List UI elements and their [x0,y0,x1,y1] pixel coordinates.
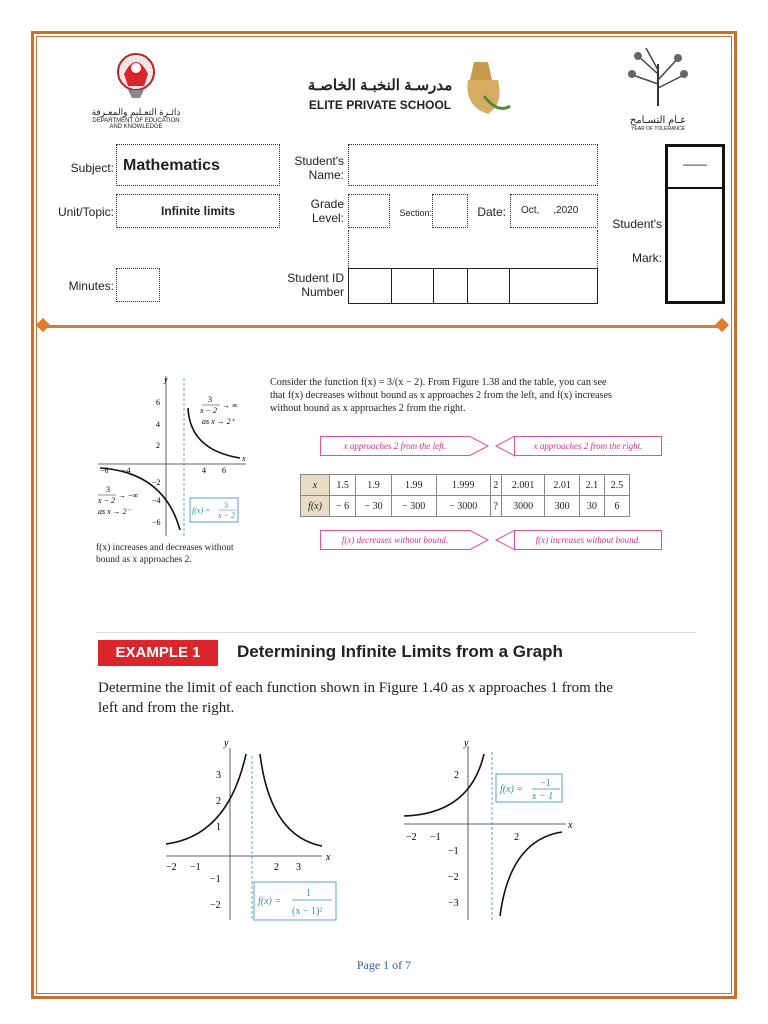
doe-logo [80,44,192,134]
cell: − 30 [356,496,392,517]
label-den: x − 1 [532,791,554,802]
doe-english-1: DEPARTMENT OF EDUCATION [92,118,180,124]
student-id-label-2: Number [301,285,344,299]
cell: 2.01 [545,475,579,496]
label-bot-as: as x → 2⁻ [98,507,131,516]
ghaf-tree-icon [616,44,700,110]
cell: − 3000 [436,496,490,517]
fx-box-num: 3 [224,501,228,510]
student-id-grid [348,268,598,304]
label-top-num: 3 [208,395,212,404]
x-tick: −1 [190,862,201,873]
arrow-right-head-icon [468,430,490,462]
y-tick: −1 [210,874,221,885]
mark-box[interactable] [665,144,725,304]
arrow-right-text: x approaches 2 from the right. [514,436,662,456]
date-field[interactable] [510,194,598,228]
arrow-bottom-right-head-icon [468,524,490,556]
table-row [301,496,630,517]
cell: 2 [490,475,501,496]
curve-right [500,832,562,916]
axis-x-label: x [242,454,246,463]
tolerance-english: YEAR OF TOLERANCE [631,126,685,132]
label-prefix: f(x) = [500,784,524,795]
y-tick: 2 [216,796,221,807]
palm-crest-icon [458,56,514,126]
label-prefix: f(x) = [258,896,282,907]
arrow-left-head-icon [494,430,516,462]
y-tick: −2 [210,900,221,911]
example-rule [96,632,696,633]
y-tick: 2 [454,770,459,781]
y-tick: −2 [152,478,161,487]
x-tick: 3 [296,862,301,873]
example-text [98,678,698,718]
curve-right [260,754,322,846]
subject-label: Subject: [70,161,114,175]
cell: 3000 [501,496,545,517]
grade-field[interactable] [348,194,390,228]
x-tick: −4 [122,466,131,475]
subject-field[interactable] [116,144,280,186]
row-x-head: x [301,475,330,496]
label-bot-num: 3 [106,485,110,494]
cell: 1.999 [436,475,490,496]
cell: 30 [579,496,604,517]
fx-box-prefix: f(x) = [192,506,211,515]
axis-x-label: x [568,820,573,831]
label-num: 1 [306,888,311,899]
minutes-label: Minutes: [68,279,114,293]
minutes-field[interactable] [116,268,160,302]
label-bot-den: x − 2 [98,496,115,505]
school-logo [300,70,520,130]
example-title: Determining Infinite Limits from a Graph [237,642,563,661]
student-id-label-1: Student ID [287,271,344,285]
axis-x-label: x [326,852,331,863]
y-tick: −6 [152,518,161,527]
y-tick: 1 [216,822,221,833]
student-name-label-1: Student's [294,154,344,168]
values-table [300,474,630,517]
unit-label: Unit/Topic: [57,205,114,219]
figure-1-38-graph [94,372,254,540]
arrow-left-text: x approaches 2 from the left. [320,436,470,456]
cell: 2.5 [604,475,629,496]
unit-field[interactable] [116,194,280,228]
arrow-bottom-left-head-icon [494,524,516,556]
label-top-arrow: → ∞ [222,401,238,410]
cell: ? [490,496,501,517]
subject-value: Mathematics [123,157,220,174]
tolerance-logo [616,44,700,136]
intro-line-2: that f(x) decreases without bound as x approaches 2 from the left, and f(x) increases [270,390,613,401]
label-num: −1 [540,778,551,789]
mark-dash: —— [683,157,707,171]
cell: 2.001 [501,475,545,496]
x-tick: 2 [514,832,519,843]
student-name-label-2: Name: [308,168,344,182]
x-tick: 4 [202,466,206,475]
cell: − 6 [330,496,356,517]
school-english: ELITE PRIVATE SCHOOL [308,98,452,112]
y-tick: 4 [156,420,160,429]
cell: 1.99 [391,475,436,496]
axis-y-label: y [224,738,229,749]
mark-label-2: Mark: [632,251,662,265]
curve-left [404,754,484,816]
y-tick: −2 [448,872,459,883]
x-tick: −2 [166,862,177,873]
date-label: Date: [477,205,506,219]
label-bot-arrow: → −∞ [118,491,139,500]
axis-y-label: y [164,375,168,384]
y-tick: −4 [152,496,161,505]
doe-english-2: AND KNOWLEDGE [109,124,163,130]
example-badge: EXAMPLE 1 [98,640,218,666]
label-top-as: as x → 2⁺ [202,417,235,426]
date-value: Oct, ,2020 [521,205,579,216]
student-name-field[interactable] [348,144,598,186]
grade-label-2: Level: [311,211,344,225]
mark-label-1: Student's [612,217,662,231]
grade-label-1: Grade [310,197,344,211]
axis-y-label: y [464,738,469,749]
label-den: (x − 1)² [292,906,323,917]
figure-1-38-caption: f(x) increases and decreases without bound as x approaches 2. [96,543,234,565]
page-number: Page 1 of 7 [356,958,412,972]
x-tick: 6 [222,466,226,475]
y-tick: −1 [448,846,459,857]
section-divider [38,325,726,328]
y-tick: 2 [156,441,160,450]
y-tick: −3 [448,898,459,909]
cell: 2.1 [579,475,604,496]
x-tick: 2 [274,862,279,873]
graph-a [160,736,340,932]
doe-arabic: دائـرة التعـليم والمعـرفة [91,107,181,117]
section-field[interactable] [432,194,468,228]
intro-line-3: without bound as x approaches 2 from the right. [270,403,466,414]
arrow-bottom-right-text: f(x) increases without bound. [514,530,662,550]
graph-b [400,736,580,932]
example-text-line-1: Determine the limit of each function shown in Figure 1.40 as x approaches 1 from the [98,680,613,696]
row-f-head: f(x) [301,496,330,517]
label-top-den: x − 2 [200,406,217,415]
section-label: Section: [399,208,432,218]
cell: 6 [604,496,629,517]
example-text-line-2: left and from the right. [98,700,235,716]
y-tick: 3 [216,770,221,781]
unit-value: Infinite limits [160,204,235,218]
falcon-emblem-icon [80,44,192,104]
y-tick: 6 [156,398,160,407]
cell: 300 [545,496,579,517]
intro-line-1: Consider the function f(x) = 3/(x − 2). From Figure 1.38 and the table, you can see [270,377,607,388]
curve-right [188,408,240,458]
cell: 1.9 [356,475,392,496]
tolerance-arabic: عـام التسـامح [629,115,687,126]
school-arabic: مدرسـة النخبـة الخاصـة [307,77,453,94]
intro-paragraph [270,376,690,415]
cell: − 300 [391,496,436,517]
fx-box-den: x − 2 [218,511,235,520]
x-tick: −6 [100,466,109,475]
x-tick: −2 [406,832,417,843]
table-row [301,475,630,496]
cell: 1.5 [330,475,356,496]
curve-left [166,754,246,844]
arrow-bottom-left-text: f(x) decreases without bound. [320,530,470,550]
x-tick: −1 [430,832,441,843]
